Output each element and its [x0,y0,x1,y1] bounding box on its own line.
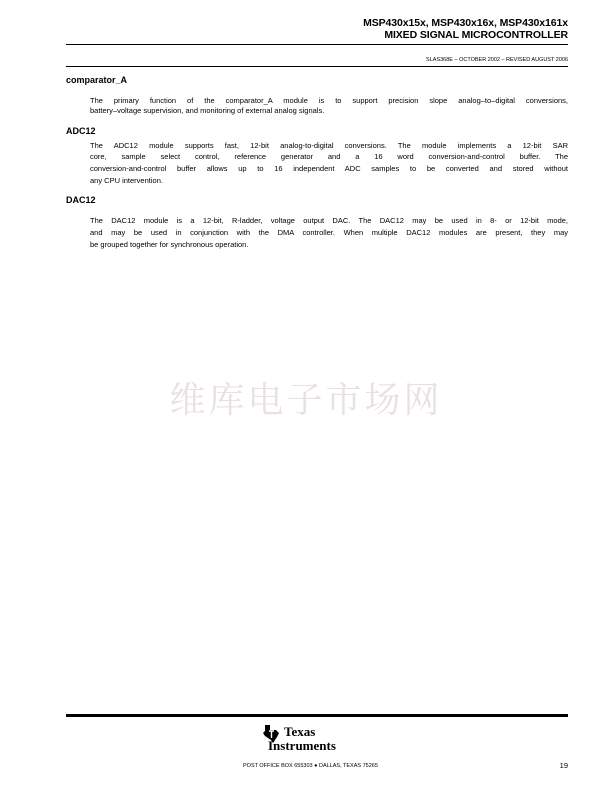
section-text-line: be grouped together for synchronous operation. [90,240,249,249]
header-divider [66,44,568,45]
section-text-line: The primary function of the comparator_A module is to support precision slope analog–to–digital conversions, [90,96,568,105]
section-text-line: battery–voltage supervision, and monitoring of external analog signals. [90,106,325,115]
footer-address: POST OFFICE BOX 655303 ● DALLAS, TEXAS 75265 [243,763,378,769]
document-reference: SLAS368E – OCTOBER 2002 – REVISED AUGUST 2006 [426,57,568,63]
section-text-line: and may be used in conjunction with the DMA controller. When multiple DAC12 modules are present, they may [90,228,568,237]
section-heading-dac12: DAC12 [66,195,96,205]
title-line-1: MSP430x15x, MSP430x16x, MSP430x161x [363,17,568,29]
watermark-text: 维库电子市场网 [169,380,443,421]
section-text-line: any CPU intervention. [90,176,163,185]
page-number: 19 [559,761,568,770]
ti-logo [262,724,372,760]
section-heading-comparator: comparator_A [66,75,128,85]
section-text-line: The DAC12 module is a 12-bit, R-ladder, voltage output DAC. The DAC12 may be used in 8- or 12-bit mode, [90,216,568,225]
section-text-line: conversion-and-control buffer allows up to 16 independent ADC samples to be converted and stored without [90,164,568,173]
logo-text-texas: Texas [284,724,316,739]
header-divider-bottom [66,66,568,67]
section-text-line: core, sample select control, reference generator and a 16 word conversion-and-control buffer. The [90,152,568,161]
document-title [363,17,568,41]
logo-text-instruments: Instruments [268,738,336,753]
title-line-2: MIXED SIGNAL MICROCONTROLLER [384,29,568,41]
footer-divider [66,714,568,717]
section-heading-adc12: ADC12 [66,126,96,136]
section-text-line: The ADC12 module supports fast, 12-bit analog-to-digital conversions. The module implements a 12-bit SAR [90,141,568,150]
